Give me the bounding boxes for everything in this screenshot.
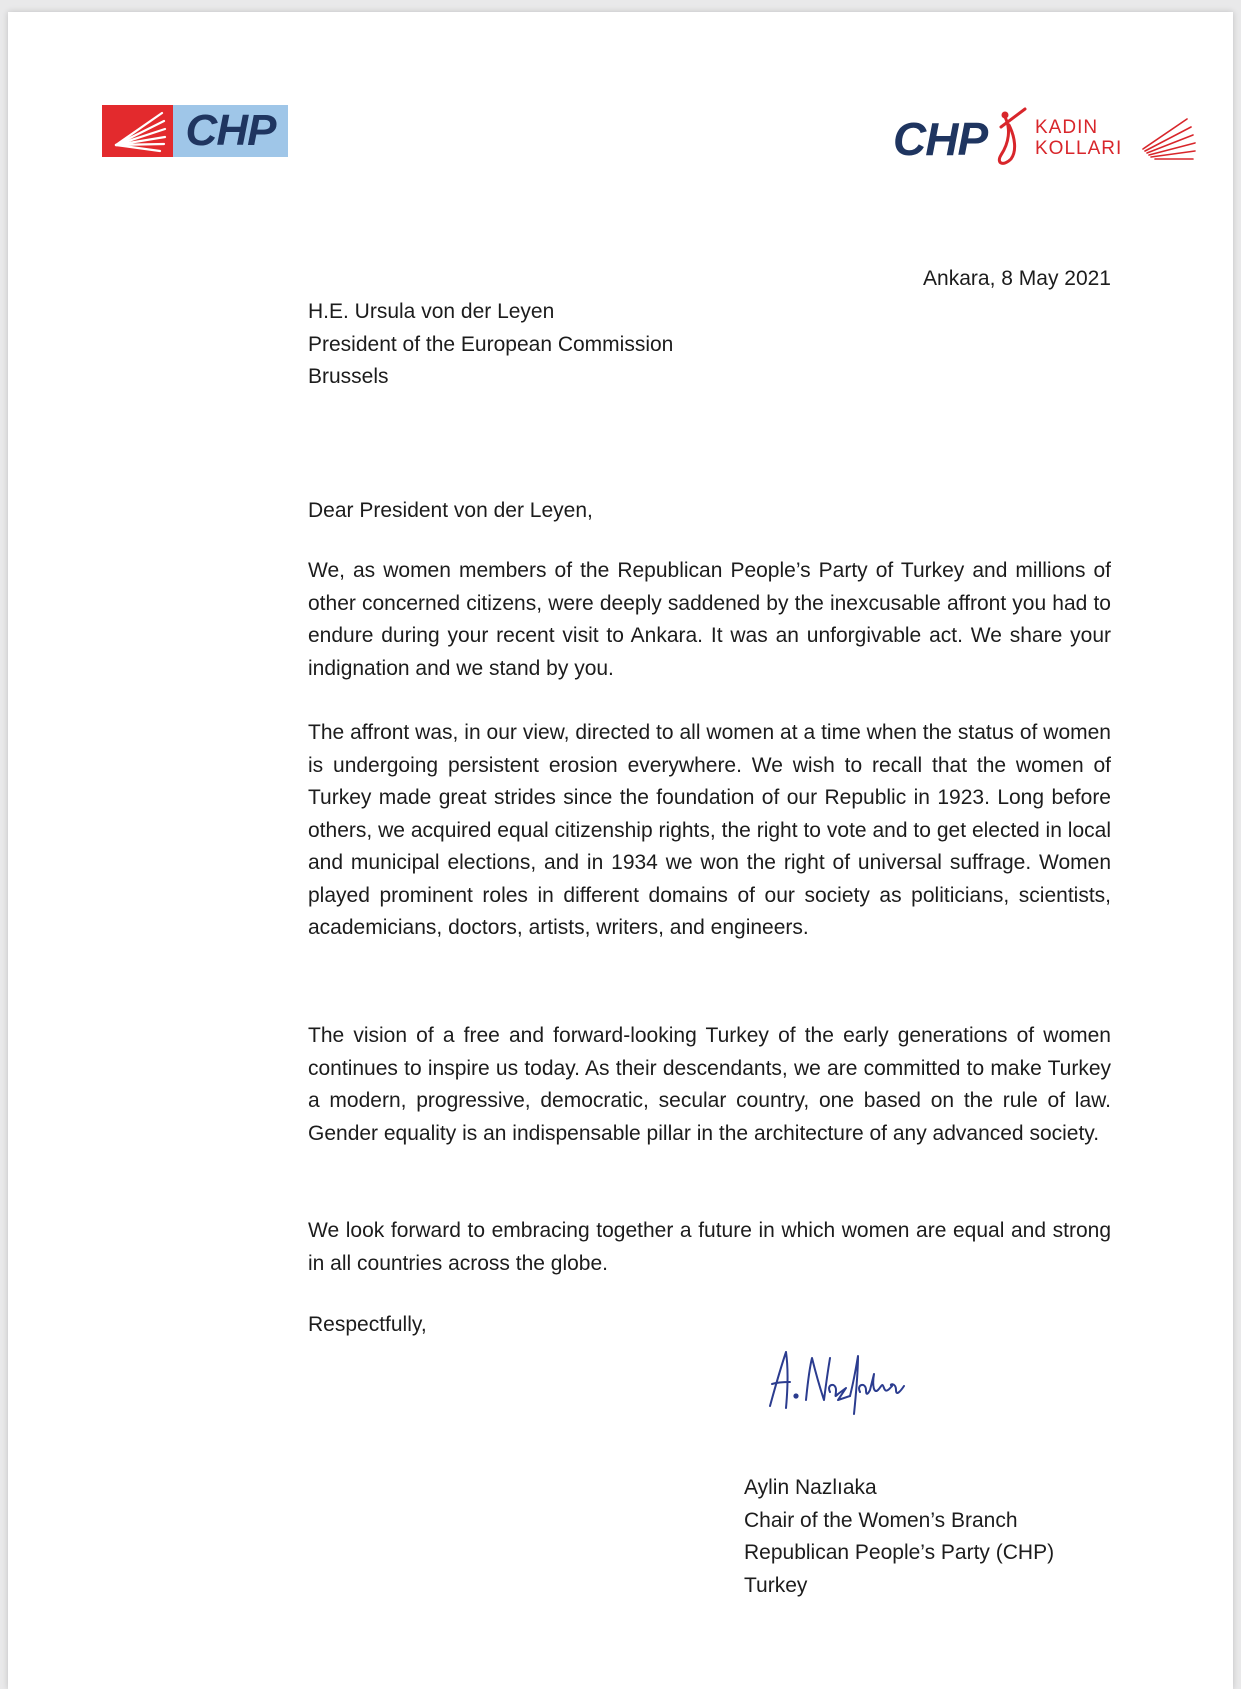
closing: Respectfully, xyxy=(308,1313,427,1336)
six-arrows-icon xyxy=(102,105,173,157)
body-paragraph-4: We look forward to embracing together a future in which women are equal and strong in all countries across the globe. xyxy=(308,1219,1111,1275)
recipient-name: H.E. Ursula von der Leyen xyxy=(308,300,555,323)
salutation: Dear President von der Leyen, xyxy=(308,499,593,522)
body-paragraph-2: The affront was, in our view, directed to all women at a time when the status of women is undergoing persistent erosion everywhere. We wish to recall that the women of Turkey made great strides since the foundation of our Republic in 1923. Long before others, we acquired equal citizenship rights, the right to vote and to get elected in local and municipal elections, and in 1934 we won the right of universal suffrage. Women played prominent roles in different domains of our society as politicians, scientists, academicians, doctors, artists, writers, and engineers. xyxy=(308,721,1111,939)
body-paragraph-3: The vision of a free and forward-looking Turkey of the early generations of women continues to inspire us today. As their descendants, we are committed to make Turkey a modern, progressive, democratic, secular country, one based on the rule of law. Gender equality is an indispensable pillar in the architecture of any advanced society. xyxy=(308,1024,1111,1145)
chp-wordmark-right: CHP xyxy=(893,113,988,165)
subtitle-line-1: KADIN xyxy=(1035,117,1099,138)
body-paragraph-1: We, as women members of the Republican People’s Party of Turkey and millions of other concerned citizens, were deeply saddened by the inexcusable affront you had to endure during your recent visit to Ankara. It was an unforgivable act. We share your indignation and we stand by you. xyxy=(308,559,1111,680)
chp-womens-branch-logo xyxy=(893,97,1203,177)
signatory-block xyxy=(744,1472,1054,1602)
chp-wordmark: CHP xyxy=(173,105,288,157)
handwritten-signature xyxy=(764,1344,914,1429)
letter-page xyxy=(8,12,1233,1689)
recipient-title: President of the European Commission xyxy=(308,332,674,356)
signatory-name: Aylin Nazlıaka xyxy=(744,1476,877,1499)
signatory-title: Chair of the Women’s Branch xyxy=(744,1508,1018,1532)
recipient-city: Brussels xyxy=(308,365,389,388)
signatory-organization: Republican People’s Party (CHP) xyxy=(744,1541,1055,1564)
signatory-country: Turkey xyxy=(744,1573,808,1597)
subtitle-line-2: KOLLARI xyxy=(1035,138,1123,159)
recipient-block xyxy=(308,296,673,394)
letter-date: Ankara, 8 May 2021 xyxy=(923,267,1111,290)
womens-branch-subtitle xyxy=(1035,117,1122,159)
chp-logo-left xyxy=(102,105,288,157)
